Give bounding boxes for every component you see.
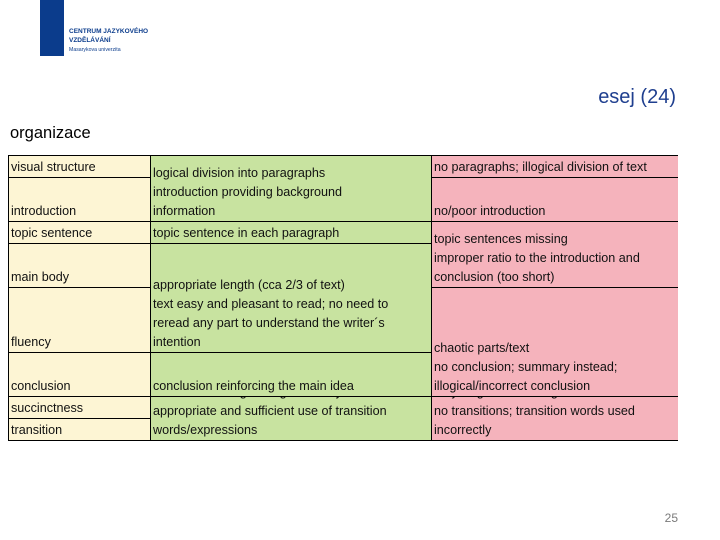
bad-practice-cell — [432, 222, 678, 287]
criterion-label: visual structure — [11, 159, 96, 174]
criterion-label: succinctness — [11, 401, 84, 416]
mu-logo-icon — [40, 0, 64, 56]
logo-line-2: VZDĚLÁVÁNÍ — [69, 37, 111, 44]
bad-practice-text: chaotic parts/text no conclusion; summary instead; illogical/incorrect conclusion — [434, 341, 618, 394]
criterion-label: topic sentence — [11, 225, 93, 240]
bad-practice-text: no transitions; transition words used incorrectly — [434, 403, 635, 437]
good-practice-cell — [151, 156, 431, 221]
slide-title: esej (24) — [598, 86, 676, 108]
logo-line-3: Masarykova univerzita — [69, 47, 121, 53]
criteria-table — [8, 155, 678, 441]
criterion-label: main body — [11, 269, 70, 284]
good-practice-text: appropriate length (cca 2/3 of text) text easy and pleasant to read; no need to reread any part to understand the writer´s intention — [153, 278, 389, 350]
criterion-cell — [9, 288, 150, 353]
bad-practice-cell — [432, 397, 678, 440]
page-number: 25 — [664, 511, 678, 525]
criterion-cell — [9, 156, 150, 177]
good-practice-text: appropriate and sufficient use of transition words/expressions — [153, 403, 387, 437]
good-practice-text: topic sentence in each paragraph — [153, 225, 340, 240]
criterion-label: introduction — [11, 203, 77, 218]
criterion-cell — [9, 353, 150, 396]
bad-practice-cell — [432, 156, 678, 177]
good-practice-cell — [151, 397, 431, 440]
good-practice-text: logical division into paragraphs introduction providing background information — [153, 165, 343, 218]
good-practice-cell — [151, 244, 431, 353]
criterion-label: conclusion — [11, 379, 71, 394]
criterion-cell — [9, 419, 150, 440]
good-practice-cell — [151, 222, 431, 243]
bad-practice-cell — [432, 178, 678, 221]
logo-line-1: CENTRUM JAZYKOVÉHO — [69, 28, 149, 35]
criterion-cell — [9, 244, 150, 287]
criterion-cell — [9, 397, 150, 418]
criterion-label: transition — [11, 422, 63, 437]
cjv-logo — [40, 0, 170, 58]
criterion-cell — [9, 222, 150, 243]
bad-practice-text: topic sentences missing improper ratio to the introduction and conclusion (too short) — [434, 231, 640, 284]
bad-practice-cell — [432, 288, 678, 397]
good-practice-cell — [151, 353, 431, 396]
bad-practice-text: no/poor introduction — [434, 203, 546, 218]
criterion-cell — [9, 178, 150, 221]
good-practice-text: conclusion reinforcing the main idea — [153, 379, 354, 394]
criterion-label: fluency — [11, 335, 51, 350]
section-title: organizace — [10, 124, 91, 142]
bad-practice-text: no paragraphs; illogical division of text — [434, 159, 647, 174]
